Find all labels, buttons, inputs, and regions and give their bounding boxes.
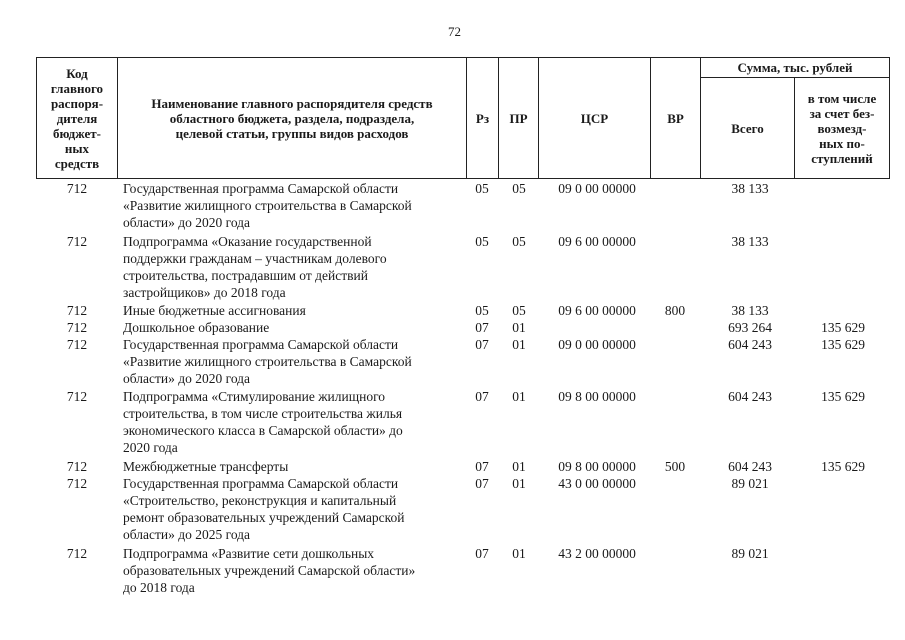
cell-rz: 07 [475, 476, 489, 491]
header-name: Наименование главного распорядителя средств областного бюджета, раздела, подраздела, целевой статьи, группы видов расходов [151, 95, 433, 141]
cell-code: 712 [66, 546, 88, 561]
header-csr: ЦСР [580, 110, 609, 126]
cell-rz: 07 [475, 337, 489, 352]
header-free: в том числе за счет без- возмезд- ных по- ступлений [807, 90, 877, 166]
cell-csr: 09 6 00 00000 [558, 303, 636, 318]
header-rz: Рз [475, 110, 490, 126]
cell-total: 604 243 [728, 389, 772, 404]
cell-csr: 43 2 00 00000 [558, 546, 636, 561]
cell-pr: 05 [512, 303, 526, 318]
cell-code: 712 [66, 303, 88, 318]
cell-pr: 01 [512, 459, 526, 474]
cell-pr: 01 [512, 476, 526, 491]
cell-free: 135 629 [821, 389, 865, 404]
cell-csr: 43 0 00 00000 [558, 476, 636, 491]
cell-code: 712 [66, 476, 88, 491]
cell-code: 712 [66, 389, 88, 404]
cell-pr: 05 [512, 234, 526, 249]
cell-total: 38 133 [731, 181, 769, 196]
cell-rz: 05 [475, 234, 489, 249]
cell-code: 712 [66, 181, 88, 196]
cell-rz: 07 [475, 546, 489, 561]
cell-total: 38 133 [731, 303, 769, 318]
cell-name: Подпрограмма «Оказание государственной поддержки гражданам – участникам долевого строительства, пострадавшим от действий застройщиков» до 2018 года [123, 234, 387, 300]
cell-free: 135 629 [821, 459, 865, 474]
cell-code: 712 [66, 320, 88, 335]
cell-name: Межбюджетные трансферты [123, 459, 289, 474]
cell-rz: 05 [475, 303, 489, 318]
cell-csr: 09 0 00 00000 [558, 337, 636, 352]
cell-free: 135 629 [821, 320, 865, 335]
cell-rz: 07 [475, 459, 489, 474]
cell-free: 135 629 [821, 337, 865, 352]
cell-total: 38 133 [731, 234, 769, 249]
cell-pr: 01 [512, 320, 526, 335]
cell-total: 604 243 [728, 459, 772, 474]
header-code: Код главного распоря- дителя бюджет- ных средств [50, 65, 104, 171]
cell-pr: 05 [512, 181, 526, 196]
cell-code: 712 [66, 234, 88, 249]
page-number: 72 [448, 24, 461, 39]
header-bottom-border [36, 178, 890, 179]
cell-csr: 09 8 00 00000 [558, 459, 636, 474]
cell-name: Государственная программа Самарской области «Строительство, реконструкция и капитальный ремонт образовательных учреждений Самарской области» до 2025 года [123, 476, 405, 542]
cell-rz: 05 [475, 181, 489, 196]
cell-pr: 01 [512, 337, 526, 352]
cell-csr: 09 8 00 00000 [558, 389, 636, 404]
header-vr: ВР [667, 110, 684, 126]
header-total: Всего [731, 120, 764, 136]
cell-name: Государственная программа Самарской области «Развитие жилищного строительства в Самарской области» до 2020 года [123, 181, 412, 230]
cell-name: Подпрограмма «Развитие сети дошкольных образовательных учреждений Самарской области» до 2018 года [123, 546, 416, 595]
cell-code: 712 [66, 459, 88, 474]
col-divider [889, 57, 890, 179]
cell-name: Государственная программа Самарской области «Развитие жилищного строительства в Самарской области» до 2020 года [123, 337, 412, 386]
cell-name: Подпрограмма «Стимулирование жилищного строительства, в том числе строительства жилья экономического класса в Самарской области» до 2020 года [123, 389, 403, 455]
cell-pr: 01 [512, 546, 526, 561]
cell-name: Дошкольное образование [123, 320, 270, 335]
header-pr: ПР [509, 110, 528, 126]
cell-name: Иные бюджетные ассигнования [123, 303, 306, 318]
cell-rz: 07 [475, 320, 489, 335]
cell-total: 604 243 [728, 337, 772, 352]
cell-code: 712 [66, 337, 88, 352]
cell-total: 89 021 [731, 546, 769, 561]
cell-csr: 09 6 00 00000 [558, 234, 636, 249]
cell-vr: 500 [664, 459, 686, 474]
cell-total: 89 021 [731, 476, 769, 491]
cell-csr: 09 0 00 00000 [558, 181, 636, 196]
cell-pr: 01 [512, 389, 526, 404]
cell-rz: 07 [475, 389, 489, 404]
header-sum: Сумма, тыс. рублей [737, 60, 853, 75]
cell-total: 693 264 [728, 320, 772, 335]
cell-vr: 800 [664, 303, 686, 318]
